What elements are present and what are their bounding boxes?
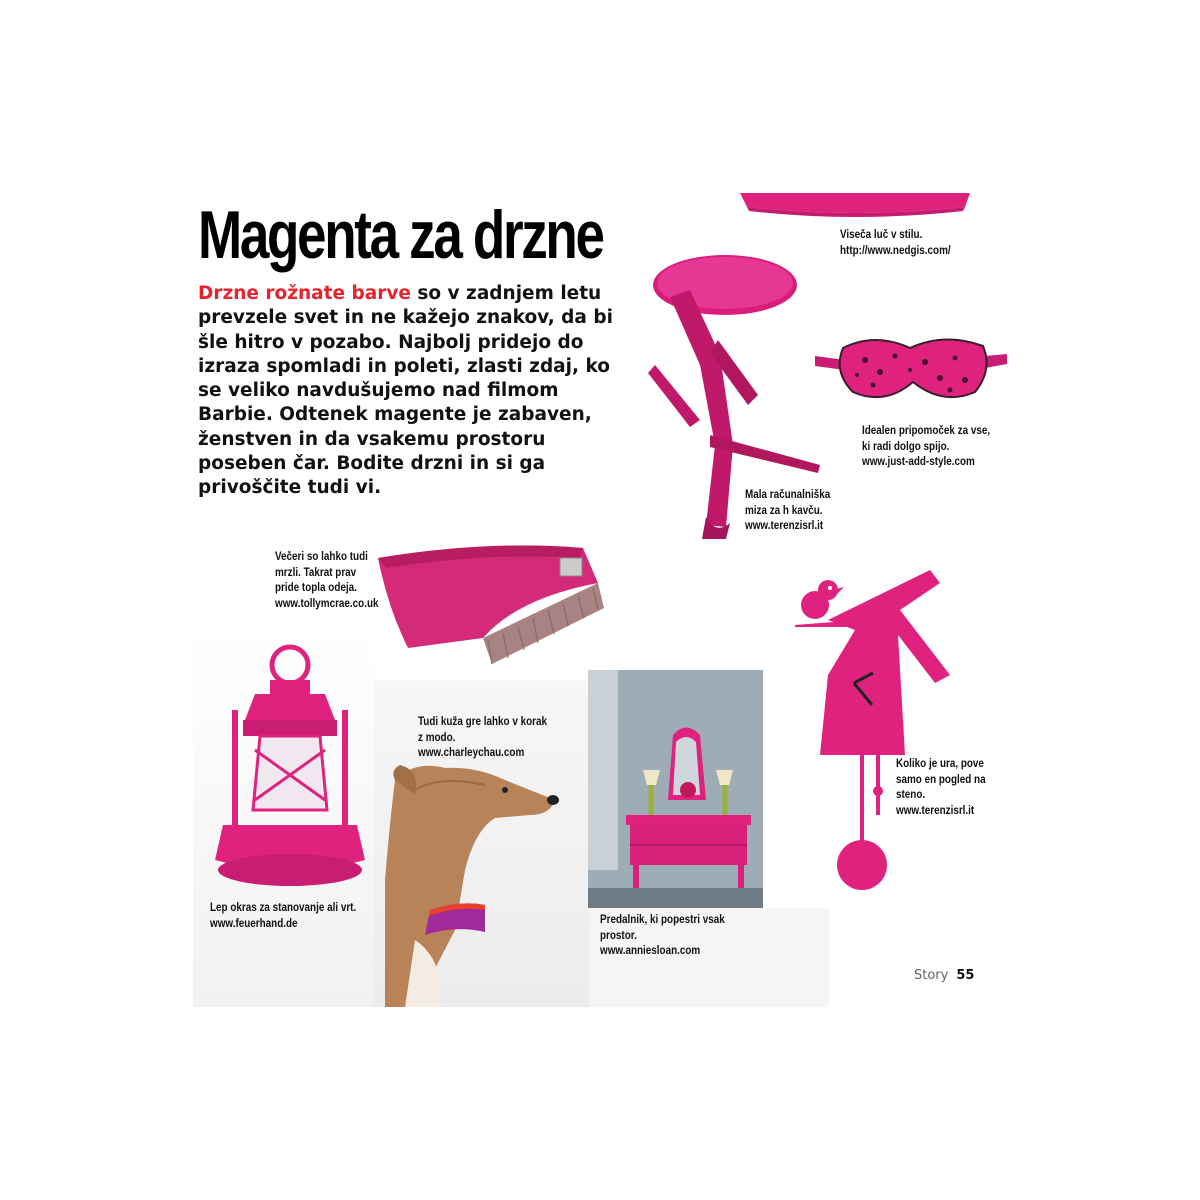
sideboard-caption: Predalnik, ki popestri vsak prostor. www.anniesloan.com <box>600 914 725 957</box>
page-number: 55 <box>956 968 975 983</box>
lantern-caption: Lep okras za stanovanje ali vrt. www.feuerhand.de <box>210 902 357 930</box>
dog-image <box>385 760 565 1007</box>
mask-caption: Idealen pripomoček za vse, ki radi dolgo spijo. www.just-add-style.com <box>862 425 991 468</box>
page-footer <box>914 968 974 983</box>
dog-caption: Tudi kuža gre lahko v korak z modo. www.charleychau.com <box>418 716 547 759</box>
sideboard-image <box>588 670 763 908</box>
blanket-image <box>368 528 628 668</box>
page-title: Magenta za drzne <box>198 197 603 273</box>
lantern-image <box>215 640 365 900</box>
pendant-lamp-image <box>735 193 975 223</box>
intro-body: so v zadnjem letu prevzele svet in ne kažejo znakov, da bi šle hitro v pozabo. Najbolj pridejo do izraza spomladi in poleti, zlasti zdaj, ko se veliko navdušujemo nad filmom Barbie. Odtenek magente je zabaven, ženstven in da vsakemu prostoru poseben čar. Bodite drzni in si ga privoščite tudi vi. <box>198 283 613 499</box>
sleep-mask-image <box>815 330 1010 410</box>
cuckoo-clock-image <box>780 565 980 905</box>
table-caption: Mala računalniška miza za h kavču. www.terenzisrl.it <box>745 489 831 532</box>
blanket-caption: Večeri so lahko tudi mrzli. Takrat prav pride topla odeja. www.tollymcrae.co.uk <box>275 551 379 610</box>
clock-caption: Koliko je ura, pove samo en pogled na steno. www.terenzisrl.it <box>896 758 986 817</box>
intro-paragraph <box>198 282 618 501</box>
intro-highlight: Drzne rožnate barve <box>198 283 411 304</box>
section-label: Story <box>914 968 949 983</box>
lamp-caption: Viseča luč v stilu. http://www.nedgis.com/ <box>840 229 951 257</box>
